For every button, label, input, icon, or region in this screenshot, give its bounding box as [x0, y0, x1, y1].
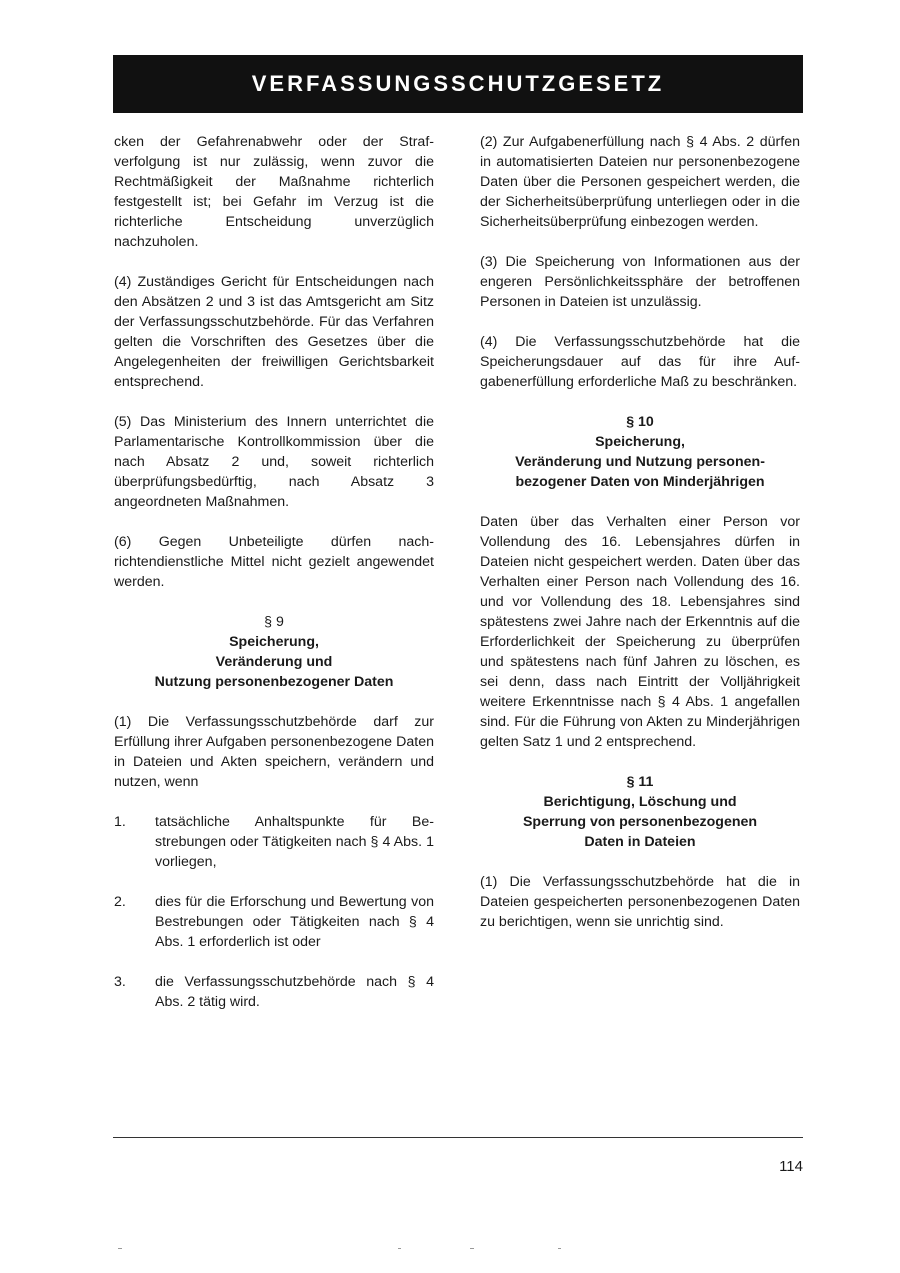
section-10-number: § 10 [626, 414, 654, 430]
section-9-title-line2: Veränderung und [215, 654, 333, 670]
list-item [114, 972, 434, 1012]
footer-rule [113, 1137, 803, 1138]
section-10-heading [480, 412, 800, 492]
paragraph-continuation: cken der Gefahrenabwehr oder der Strafverfolgung ist nur zulässig, wenn zuvor die Rechtmäßigkeit der Maßnahme richterlich festgestellt ist; bei Gefahr im Verzug ist die richterliche Entscheidung unverzüglich nachzuholen. [114, 134, 434, 250]
scan-speck [470, 1248, 474, 1249]
section-10-title-line1: Speicherung, [595, 434, 685, 450]
section-11-paragraph-1: (1) Die Verfassungsschutzbehörde hat die in Dateien gespeicherten personenbezogenen Daten zu berichtigen, wenn sie unrichtig sind. [480, 874, 800, 930]
list-item-text: die Verfassungsschutzbehörde nach § 4 Abs. 2 tätig wird. [155, 974, 434, 1010]
scan-speck [558, 1248, 561, 1249]
section-11-title-line1: Berichtigung, Löschung und [543, 794, 737, 810]
paragraph-3: (3) Die Speicherung von Informationen aus der engeren Persönlichkeitssphäre der betroffenen Personen in Dateien ist unzulässig. [480, 254, 800, 310]
header-title: VERFASSUNGSSCHUTZGESETZ [251, 71, 665, 96]
section-9-heading [114, 612, 434, 692]
section-10-title-line2: Veränderung und Nutzung personen- [515, 454, 765, 470]
section-9-title-line3: Nutzung personenbezogener Daten [154, 674, 394, 690]
paragraph-5: (5) Das Ministerium des Innern unterrichtet die Parlamentarische Kontrollkommission über die nach Absatz 2 und, soweit richterlich überprüfungsbedürftig, nach Absatz 3 angeordneten Maßnahmen. [114, 414, 434, 510]
list-item [114, 812, 434, 872]
paragraph-4: (4) Zuständiges Gericht für Entscheidungen nach den Absätzen 2 und 3 ist das Amtsgericht am Sitz der Verfassungsschutzbehörde. Für das Verfahren gelten die Vorschriften des Gesetzes über die Angelegenheiten der freiwilligen Gerichtsbarkeit entsprechend. [114, 274, 434, 390]
scan-speck [118, 1248, 122, 1249]
list-item-text: dies für die Erforschung und Bewertung von Bestrebungen oder Tätigkeiten nach § 4 Abs. 1 erforderlich ist oder [155, 894, 434, 950]
list-item-number: 2. [114, 894, 126, 910]
scan-speck [398, 1248, 401, 1249]
section-11-number: § 11 [626, 774, 654, 790]
page-number: 114 [779, 1158, 803, 1175]
section-11-heading [480, 772, 800, 852]
paragraph-6: (6) Gegen Unbeteiligte dürfen nachrichtendienstliche Mittel nicht gezielt angewendet werden. [114, 534, 434, 590]
list-item-number: 3. [114, 974, 126, 990]
section-10-title-line3: bezogener Daten von Minderjährigen [515, 474, 765, 490]
section-9-paragraph-1: (1) Die Verfassungsschutzbehörde darf zur Erfüllung ihrer Aufgaben personenbezogene Daten in Dateien und Akten speichern, verändern und nutzen, wenn [114, 714, 434, 790]
left-column [114, 132, 434, 1032]
section-11-title-line3: Daten in Dateien [584, 834, 696, 850]
section-9-title-line1: Speicherung, [229, 634, 319, 650]
section-11-title-line2: Sperrung von personenbezogenen [522, 814, 758, 830]
section-10-paragraph: Daten über das Verhalten einer Person vor Vollendung des 16. Lebensjahres dürfen in Dateien nicht gespeichert werden. Daten über das Verhalten einer Person nach Vollendung des 16. und vor Vollendung des 18. Lebensjahres sind spätestens zwei Jahre nach der Erkenntnis auf die Erforderlichkeit der Speicherung zu überprüfen und spätestens nach fünf Jahren zu löschen, es sei denn, dass nach Eintritt der Volljährigkeit weitere Erkenntnisse nach § 4 Abs. 1 angefallen sind. Für die Führung von Akten zu Minderjährigen gelten Satz 1 und 2 entsprechend. [480, 514, 800, 750]
page-header [113, 55, 803, 113]
paragraph-2: (2) Zur Aufgabenerfüllung nach § 4 Abs. 2 dürfen in automatisierten Dateien nur personenbezogene Daten über die Personen gespeichert werden, die der Sicherheitsüberprüfung unterliegen oder in die Sicherheitsüberprüfung einbezogen werden. [480, 134, 800, 230]
section-9-number: § 9 [264, 614, 284, 630]
paragraph-4-right: (4) Die Verfassungsschutzbehörde hat die Speicherungsdauer auf das für ihre Aufgabenerfüllung erforderliche Maß zu beschränken. [480, 334, 800, 390]
list-item-number: 1. [114, 814, 126, 830]
list-item-text: tatsächliche Anhaltspunkte für Bestrebungen oder Tätigkeiten nach § 4 Abs. 1 vorliegen, [155, 814, 434, 870]
right-column [480, 132, 800, 932]
list-item [114, 892, 434, 952]
condition-list [114, 812, 434, 1012]
